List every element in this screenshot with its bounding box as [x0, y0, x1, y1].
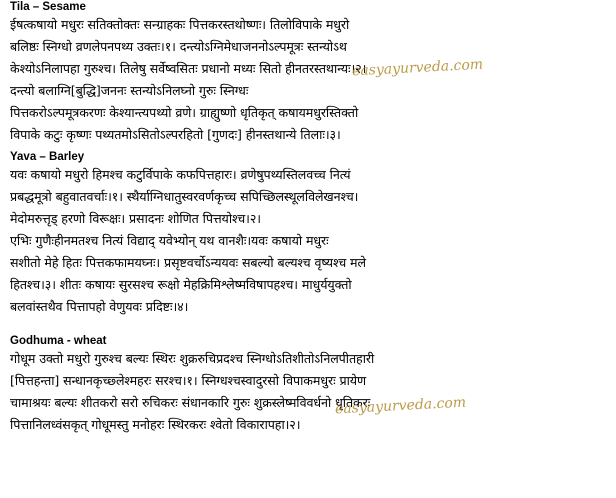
verse-line: बलवांस्तथैव पित्तापहो वेणुयवः प्रदिष्टः।४। — [10, 299, 189, 314]
verse-line: चामाश्रयः बल्यः शीतकरो सरो रुचिकरः संधानकारि गुरुः शुक्रस्लेष्मविवर्धनो धृतिकरः — [10, 395, 371, 410]
verse-line: मेदोमरुत्तृड् हरणो विरूक्षः। प्रसादनः शोणित पित्तयोश्च।२। — [10, 211, 261, 226]
verse-line: ईषत्कषायो मधुरः सतिक्तोक्तः सन्ग्राहकः पित्तकरस्तथोष्णः। तिलोविपाके मधुरो — [10, 17, 350, 32]
watermark: easyayurveda.com — [334, 394, 467, 418]
verse-line: गोधूम उक्तो मधुरो गुरुश्च बल्यः स्थिरः शुक्ररुचिप्रदश्च स्निग्धोऽतिशीतोऽनिलपीतहारी — [10, 351, 375, 366]
verse-line: पित्तकरोऽल्पमूत्रकरणः केश्यान्त्यपथ्यो व्रणे। ग्राह्युष्णो धृतिकृत् कषायमधुरस्तिक्तो — [10, 105, 359, 120]
verse-line: यवः कषायो मधुरो हिमश्च कटुर्विपाके कफपित्तहारः। व्रणेषुपथ्यस्तिलवच्च नित्यं — [10, 167, 351, 182]
section-heading-godhuma: Godhuma - wheat — [10, 335, 107, 347]
verse-line: प्रबद्धमूत्रो बहुवातवर्चाः।१। स्थैर्याग्निधातुस्वरवर्णकृच्च सपिच्छिलस्थूलविलेखनश्च। — [10, 189, 359, 204]
verse-line: पित्तानिलध्वंसकृत् गोधूमस्तु मनोहरः स्थिरकरः श्वेतो विकारापहा।२। — [10, 417, 301, 432]
verse-line: हितश्च।३। शीतः कषायः सुरसश्च रूक्षो मेहक्रिमिश्लेष्मविषापहश्च। माधुर्ययुक्तो — [10, 277, 352, 292]
verse-line: विपाके कटुः कृष्णः पथ्यतमोऽसितोऽल्परहितो [गुणदः] हीनस्तथान्ये तिलाः।३। — [10, 127, 341, 142]
verse-line: सशीतो मेहे हितः पित्तकफामयघ्नः। प्रसृष्टवर्चोऽन्ययवः सबल्यो बल्यश्च वृष्यश्च मले — [10, 255, 366, 270]
watermark: easyayurveda.com — [351, 56, 484, 80]
verse-line: बलिष्ठः स्निग्धो व्रणलेपनपथ्य उक्तः।१। दन्त्योऽग्निमेधाजननोऽल्पमूत्रः स्तन्योऽथ — [10, 39, 347, 54]
verse-line: [पित्तहन्ता] सन्धानकृच्छ्लेश्महरः सरश्च।१। स्निग्धश्चस्वादुरसो विपाकमधुरः प्रायेण — [10, 373, 366, 388]
section-heading-tila: Tila – Sesame — [10, 1, 86, 13]
verse-line: एभिः गुणैःहीनमतश्च नित्यं विद्याद् यवेभ्योन् यथ वानशैः।यवः कषायो मधुरः — [10, 233, 329, 248]
verse-line: केश्योऽनिलापहा गुरुश्च। तिलेषु सर्वेष्वसितः प्रधानो मध्यः सितो हीनतरस्तथान्यः।२। — [10, 61, 367, 76]
section-heading-yava: Yava – Barley — [10, 151, 85, 163]
verse-line: दन्त्यो बलाग्नि[बुद्धि]जननः स्तन्योऽनिलघ्नो गुरुः स्निग्धः — [10, 83, 249, 98]
